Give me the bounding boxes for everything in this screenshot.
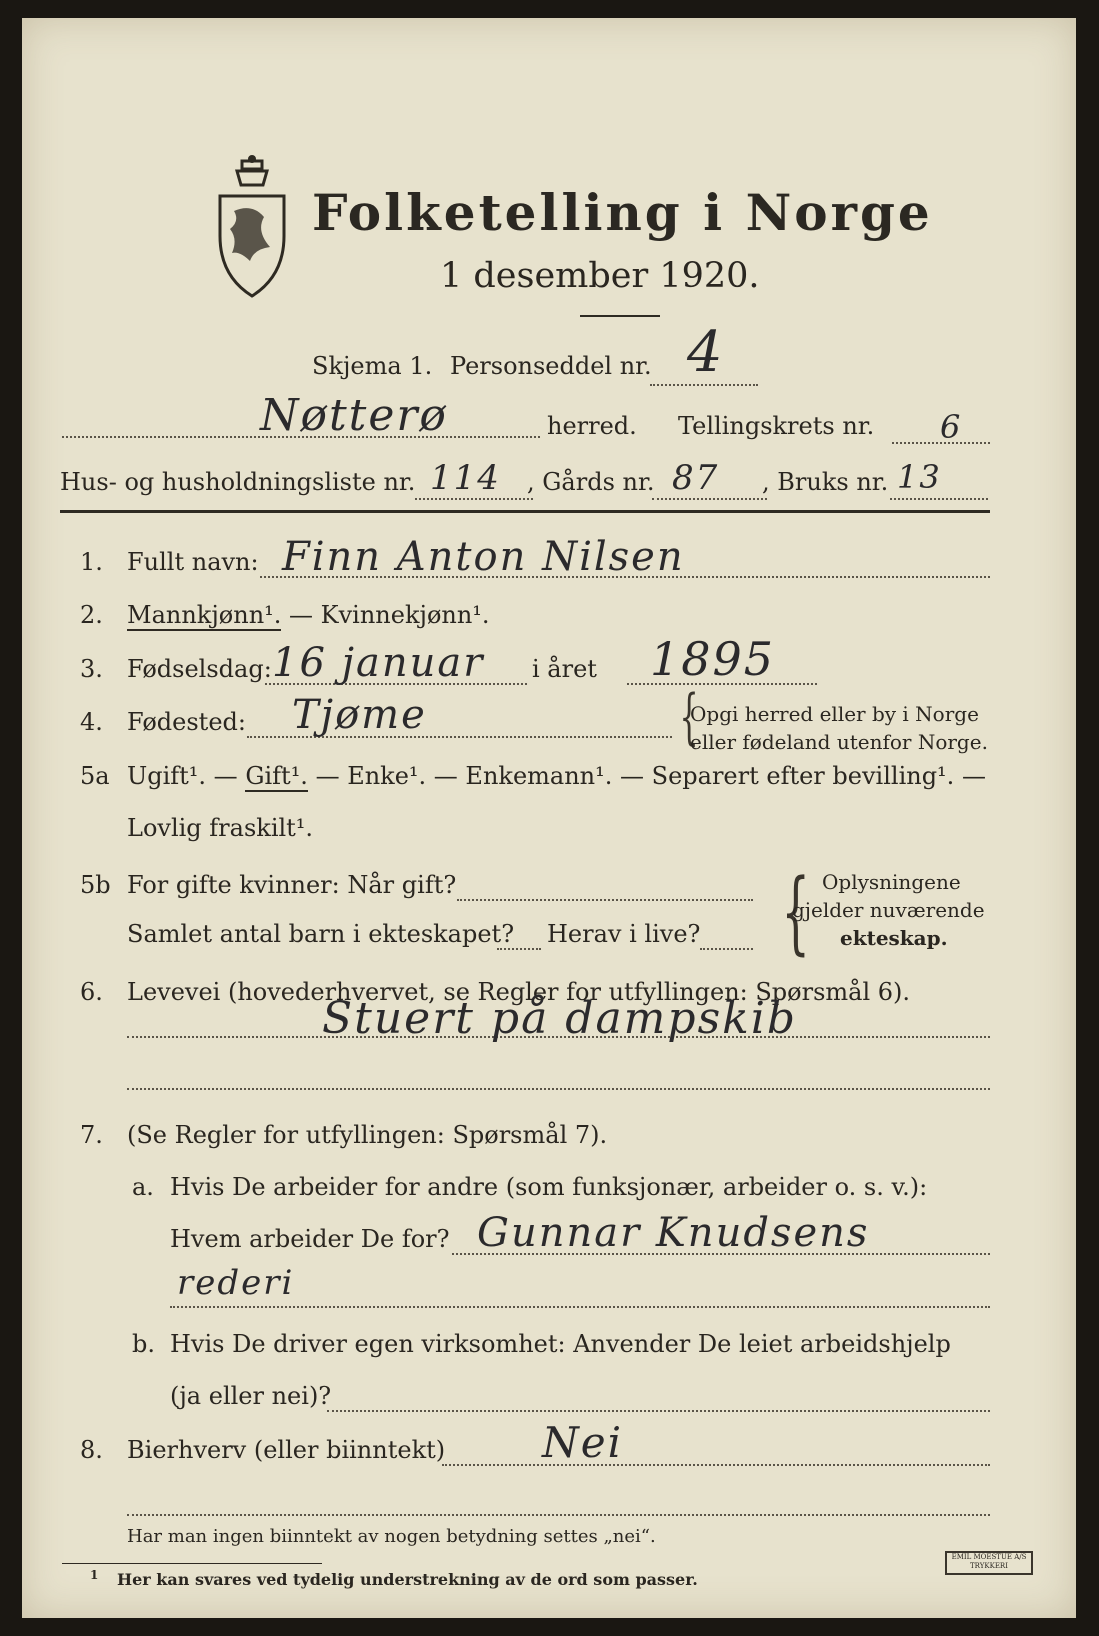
q5a-ugift-option: Ugift¹. (127, 762, 207, 790)
q5b-alive-label: Herav i live? (547, 920, 701, 948)
personseddel-label: Personseddel nr. (450, 352, 652, 380)
q8-label: Bierhverv (eller biinntekt) (127, 1436, 446, 1464)
footnote-rule (62, 1563, 322, 1564)
q5b-note-line1: Oplysningene (822, 870, 961, 894)
q1-label: Fullt navn: (127, 548, 259, 576)
q5b-note-line3: ekteskap. (840, 926, 948, 950)
bruks-label: , Bruks nr. (762, 468, 889, 496)
q6-occupation-value: Stuert på dampskib (322, 993, 798, 1044)
q3-number: 3. (80, 655, 103, 683)
footnote-text: Her kan svares ved tydelig understrekning av de ord som passer. (117, 1570, 698, 1589)
q7b-letter: b. (132, 1330, 155, 1358)
q3-year-value: 1895 (650, 632, 776, 686)
footer-note: Har man ingen biinntekt av nogen betydning settes „nei“. (127, 1526, 656, 1547)
q5b-note-line2: gjelder nuværende (792, 898, 985, 922)
gards-value: 87 (672, 458, 720, 498)
tellingskrets-value: 6 (940, 408, 963, 446)
q7a-question: Hvem arbeider De for? (170, 1225, 450, 1253)
census-date: 1 desember 1920. (440, 256, 760, 296)
q2-female-option: Kvinnekjønn¹. (320, 601, 490, 629)
q7a-employer-value-line2: rederi (177, 1263, 295, 1303)
q4-note-line1: Opgi herred eller by i Norge (690, 702, 979, 726)
q5a-gift-option: Gift¹. (245, 762, 308, 790)
hus-label: Hus- og husholdningsliste nr. (60, 468, 416, 496)
personseddel-value: 4 (687, 320, 725, 385)
tellingskrets-label: Tellingskrets nr. (678, 412, 875, 440)
footnote-mark: 1 (90, 1568, 99, 1582)
bruks-value: 13 (897, 458, 942, 496)
q5a-other-options: — Enke¹. — Enkemann¹. — Separert efter bevilling¹. — (307, 762, 986, 790)
q7a-letter: a. (132, 1173, 154, 1201)
q5b-children-label: Samlet antal barn i ekteskapet? (127, 920, 515, 948)
q7b-question: (ja eller nei)? (170, 1382, 332, 1410)
q8-side-income-value: Nei (542, 1418, 624, 1467)
gards-label: , Gårds nr. (527, 468, 655, 496)
q4-number: 4. (80, 708, 103, 736)
q4-birthplace-value: Tjøme (292, 692, 427, 738)
q7b-text: Hvis De driver egen virksomhet: Anvender De leiet arbeidshjelp (170, 1330, 951, 1358)
hus-value: 114 (430, 458, 501, 498)
q3-year-label: i året (532, 655, 597, 683)
q5b-married-label: For gifte kvinner: Når gift? (127, 871, 457, 899)
title-divider (580, 315, 660, 317)
q5b-number: 5b (80, 871, 111, 899)
census-form: Folketelling i Norge 1 desember 1920. Skjema 1. Personseddel nr. 4 Nøtterø herred. Tellingskrets nr. 6 Hus- og husholdningsliste nr. 114 , Gårds nr. 87 , Bruks nr. 13 1. Fullt navn: Finn Anton Nilsen 2. Mannkjønn¹. — Kvinnekjønn¹. 3. Fødselsdag: 16 januar i året 1895 4. Fødested: Tjøme { Opgi herred eller by i Norge eller fødeland utenfor Norge. 5a Ugift¹. — Gift¹. — Enke¹. — Enkemann¹. — Separert efter bevilling¹. — Lovlig fraskilt¹. 5b For gifte kvinner: Når gift? Samlet antal barn i ekteskapet? Herav i live? { Oplysningene gjelder nuværende ekteskap. 6. Levevei (hovederhvervet, se Regler for utfyllingen: Spørsmål 6). Stuert på dampskib 7. (Se Regler for utfyllingen: Spørsmål 7). a. Hvis De arbeider for andre (som funksjonær, arbeider o. s. v.): Hvem arbeider De for? Gunnar Knudsens rederi b. Hvis De driver egen virksomhet: Anvender De leiet arbeidshjelp (ja eller nei)? 8. Bierhverv (eller biinntekt) Nei Har man ingen biinntekt av nogen betydning settes „nei“. 1 Her kan svares ved tydelig understrekning av de ord som passer. EMIL MOESTUE A/S TRYKKERI (22, 18, 1076, 1618)
q1-full-name-value: Finn Anton Nilsen (282, 534, 685, 580)
herred-value: Nøtterø (260, 390, 448, 441)
q2-number: 2. (80, 601, 103, 629)
q6-number: 6. (80, 978, 103, 1006)
norway-coat-of-arms-icon (212, 151, 292, 301)
herred-label: herred. (547, 412, 637, 440)
printer-stamp: EMIL MOESTUE A/S TRYKKERI (945, 1551, 1033, 1575)
form-title: Folketelling i Norge (312, 183, 933, 242)
q7-label: (Se Regler for utfyllingen: Spørsmål 7). (127, 1121, 608, 1149)
q1-number: 1. (80, 548, 103, 576)
q3-birthday-value: 16 januar (272, 640, 485, 686)
q5a-number: 5a (80, 762, 110, 790)
header-rule (60, 510, 990, 513)
q6-label: Levevei (hovederhvervet, se Regler for utfyllingen: Spørsmål 6). (127, 978, 911, 1006)
skjema-label: Skjema 1. (312, 352, 433, 380)
q5a-fraskilt-option: Lovlig fraskilt¹. (127, 814, 314, 842)
q4-label: Fødested: (127, 708, 246, 736)
q8-number: 8. (80, 1436, 103, 1464)
q2-male-option: Mannkjønn¹. (127, 601, 282, 629)
q3-label: Fødselsdag: (127, 655, 272, 683)
q7a-employer-value-line1: Gunnar Knudsens (477, 1210, 870, 1256)
q7-number: 7. (80, 1121, 103, 1149)
q4-note-line2: eller fødeland utenfor Norge. (690, 730, 988, 754)
q7a-text: Hvis De arbeider for andre (som funksjonær, arbeider o. s. v.): (170, 1173, 928, 1201)
